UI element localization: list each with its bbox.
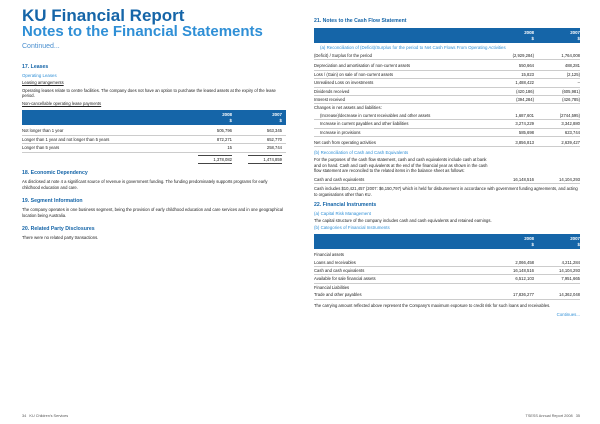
note22-sub-b: (b) Categories of Financial Instruments — [314, 225, 390, 231]
note19-text: The company operates in one business segment, being the provision of early childhood education and care services and in one geographical location being Australia. — [22, 207, 283, 218]
note22-text-end: The carrying amount reflected above represent the Company's maximum exposure to credit risk for such loans and receivables. — [314, 302, 551, 308]
continued-label: Continued... — [22, 43, 60, 50]
note21-sub-b: (b) Reconciliation of Cash and Cash Equivalents — [314, 150, 409, 156]
year-2007: 2007 — [272, 112, 282, 118]
cash-row: Cash and cash equivalents 16,148,516 14,104,293 — [314, 176, 580, 184]
note20-text: There were no related party transactions. — [22, 235, 99, 241]
note21-heading: 21. Notes to the Cash Flow Statement — [314, 18, 407, 24]
note21-text-b: For the purposes of the cash flow statement, cash and cash equivalents include cash at bank and on hand. Cash and cash equivalents at the end of the financial year as shown in the cash flow statement are reconciled to the related items in the balance sheet as follows: — [314, 157, 488, 174]
lease-total-row: 1,378,082 1,474,859 — [22, 155, 286, 162]
lease-table-header — [22, 110, 286, 125]
note18-heading: 18. Economic Dependency — [22, 169, 88, 176]
table-row: Trade and other payables 17,836,277 14,362,048 — [314, 291, 580, 299]
instruments-table-header: 2008 2007 $ $ — [314, 234, 580, 249]
page-number-left: 34 — [22, 414, 27, 418]
liabilities-label-row: Financial Liabilities — [314, 284, 350, 290]
table-row: Increase in current payables and other liabilities 3,274,229 3,342,880 — [314, 120, 580, 128]
note20-heading: 20. Related Party Disclosures — [22, 226, 95, 233]
note17-heading: 17. Leases — [22, 64, 49, 70]
note22-text-a: The capital structure of the company includes cash and cash equivalents and retained earnings. — [314, 217, 492, 223]
table-row: Loss / (Gain) on sale of non-current assets 15,823 (2,125) — [314, 71, 580, 79]
footer-report-name: TSESS Annual Report 2008 — [525, 414, 573, 418]
page-number-right: 35 — [575, 414, 580, 418]
note18-text: As disclosed at note 4 a significant source of revenue is government funding. The funding predominately supports programs for early childhood education and care. — [22, 178, 268, 190]
right-page — [300, 0, 600, 424]
footer-right — [526, 414, 580, 418]
table-row: Increase in provisions 585,698 623,744 — [314, 129, 580, 137]
table-row: Depreciation and amortisation of non-current assets 550,664 488,281 — [314, 62, 580, 70]
report-subtitle: Notes to the Financial Statements — [22, 23, 263, 40]
net-cash-row: Net cash from operating activities 3,856,813 2,639,427 — [314, 139, 580, 147]
note22-heading: 22. Financial Instruments — [314, 201, 377, 208]
note17-subheading: Operating Leases — [22, 73, 57, 78]
report-title: KU Financial Report — [22, 6, 185, 25]
currency-2008: $ — [229, 118, 232, 124]
assets-label-row: Financial assets — [314, 252, 345, 258]
table-row: Loans and receivables 2,066,458 4,211,284 — [314, 259, 580, 267]
changes-label-row: Changes in net assets and liabilities: — [314, 105, 382, 111]
note19-heading: 19. Segment Information — [22, 198, 83, 205]
year-2008: 2008 — [222, 112, 232, 118]
table-row: Interest received (394,284) (426,785) — [314, 96, 580, 104]
footer-left — [22, 414, 68, 418]
table-row: (Increase)/decrease in current receivables and other assets 1,687,601 (2744,595) — [314, 112, 580, 120]
leasing-text: Operating leases relate to centre facilities. The company does not have an option to purchase the leased assets at the expiry of the lease period. — [22, 87, 276, 99]
table-row: Longer than 5 years 15 258,744 — [22, 144, 286, 152]
commitments-label: Non-cancellable operating lease payments — [22, 100, 102, 106]
leasing-label: Leasing arrangements — [22, 80, 64, 85]
note21-text-b2: Cash includes $10,421,457 (2007: $6,150,797) which is held for disbursement in accordance with government funding agreements, and acting to organisations other than KU. — [314, 186, 578, 198]
table-row: Unrealised Loss on investments 1,488,422 – — [314, 79, 580, 87]
note22-sub-a: (a) Capital Risk Management — [314, 210, 371, 216]
currency-2007: $ — [279, 118, 282, 124]
cashflow-table-header: 2008 2007 $ $ — [314, 28, 580, 43]
footer-org: KU Children's Services — [29, 414, 69, 418]
table-row: (Deficit) / Surplus for the period (2,929,284) 1,764,008 — [314, 52, 580, 60]
note21-sub-a: (a) Reconciliation of (Deficit)/Surplus for the period to Net Cash Flows From Operating Activities — [320, 45, 506, 50]
continues-label: Continues... — [556, 312, 580, 318]
table-row: Dividends received (420,186) (605,981) — [314, 88, 580, 96]
table-row: Longer than 1 year and not longer than 5 years 872,271 652,770 — [22, 136, 286, 144]
table-row: Cash and cash equivalents 16,148,516 14,104,293 — [314, 267, 580, 275]
table-row: Available for sale financial assets 6,512,103 7,951,665 — [314, 275, 580, 283]
table-row: Not longer than 1 year 505,796 563,345 — [22, 127, 286, 135]
